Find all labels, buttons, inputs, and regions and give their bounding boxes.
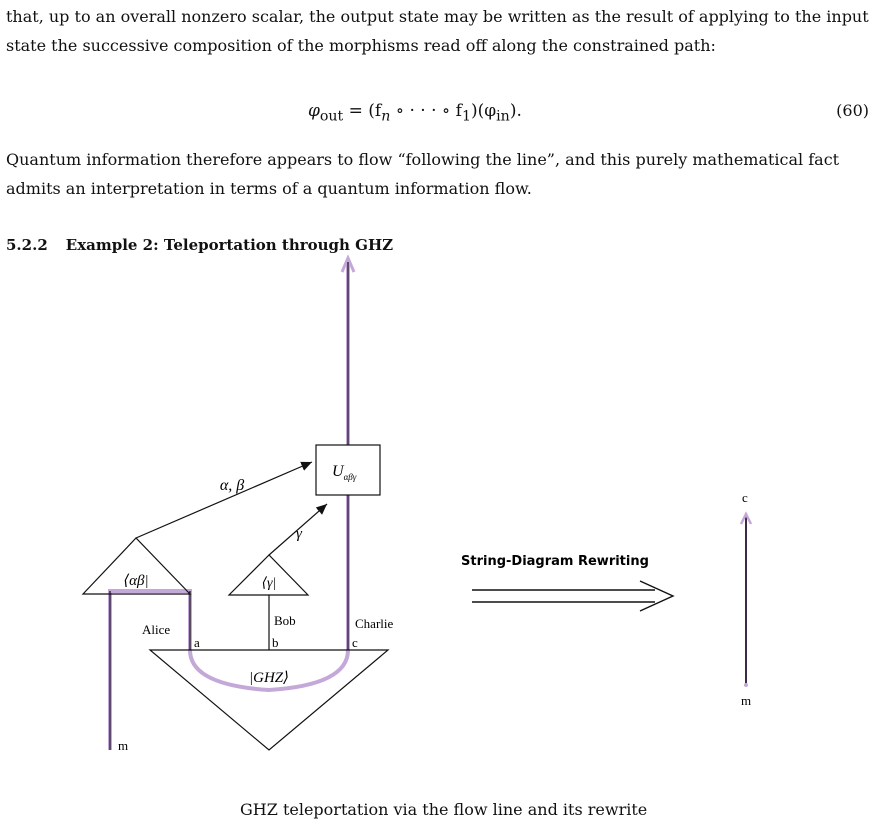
classical-alpha-beta-label: α, β bbox=[219, 477, 245, 494]
alice-label: Alice bbox=[142, 622, 171, 637]
bob-label: Bob bbox=[274, 613, 296, 628]
rewrite-double-arrow-icon bbox=[472, 581, 673, 611]
ghz-state-triangle bbox=[150, 650, 388, 750]
wire-a-label: a bbox=[194, 635, 200, 650]
unitary-box bbox=[316, 445, 380, 495]
equation-number: (60) bbox=[836, 101, 869, 120]
charlie-label: Charlie bbox=[355, 616, 394, 631]
classical-arrow-alpha-beta bbox=[136, 462, 312, 538]
information-flow-line bbox=[110, 260, 348, 750]
classical-gamma-label: γ bbox=[296, 526, 302, 542]
ghz-label: |GHZ⟩ bbox=[249, 670, 289, 686]
result-top-label: c bbox=[742, 490, 748, 505]
wire-b-label: b bbox=[272, 635, 279, 650]
effect-bob-label: ⟨γ| bbox=[261, 576, 277, 591]
equation-body: $\varphi_{out} = (f_n$ ∘ · · · ∘ $f_1)(\varphi_{in})$. bbox=[308, 101, 522, 125]
input-m-label: m bbox=[118, 738, 129, 753]
effect-alice-label: ⟨αβ| bbox=[123, 573, 149, 589]
paragraph-after-equation: Quantum information therefore appears to flow “following the line”, and this purely mathematical fact admits an interpretation in terms of a quantum information flow. bbox=[6, 150, 840, 198]
result-wire-end-dot bbox=[744, 683, 748, 687]
equation-60 bbox=[0, 97, 877, 127]
wire-c-label: c bbox=[352, 635, 358, 650]
ghz-teleportation-figure bbox=[0, 250, 877, 800]
paragraph-before-equation: that, up to an overall nonzero scalar, the output state may be written as the result of applying to the input state the successive composition of the morphisms read off along the constrained path: bbox=[6, 7, 869, 55]
unitary-label: $U_{\alpha\beta\gamma}$ bbox=[332, 463, 357, 482]
rewrite-label: String-Diagram Rewriting bbox=[461, 554, 649, 569]
result-bottom-label: m bbox=[741, 693, 752, 708]
subsection-number: 5.2.2 bbox=[6, 236, 48, 254]
subsection-title: Example 2: Teleportation through GHZ bbox=[65, 236, 394, 254]
figure-caption-partial: GHZ teleportation via the flow line and its rewrite bbox=[240, 800, 648, 819]
